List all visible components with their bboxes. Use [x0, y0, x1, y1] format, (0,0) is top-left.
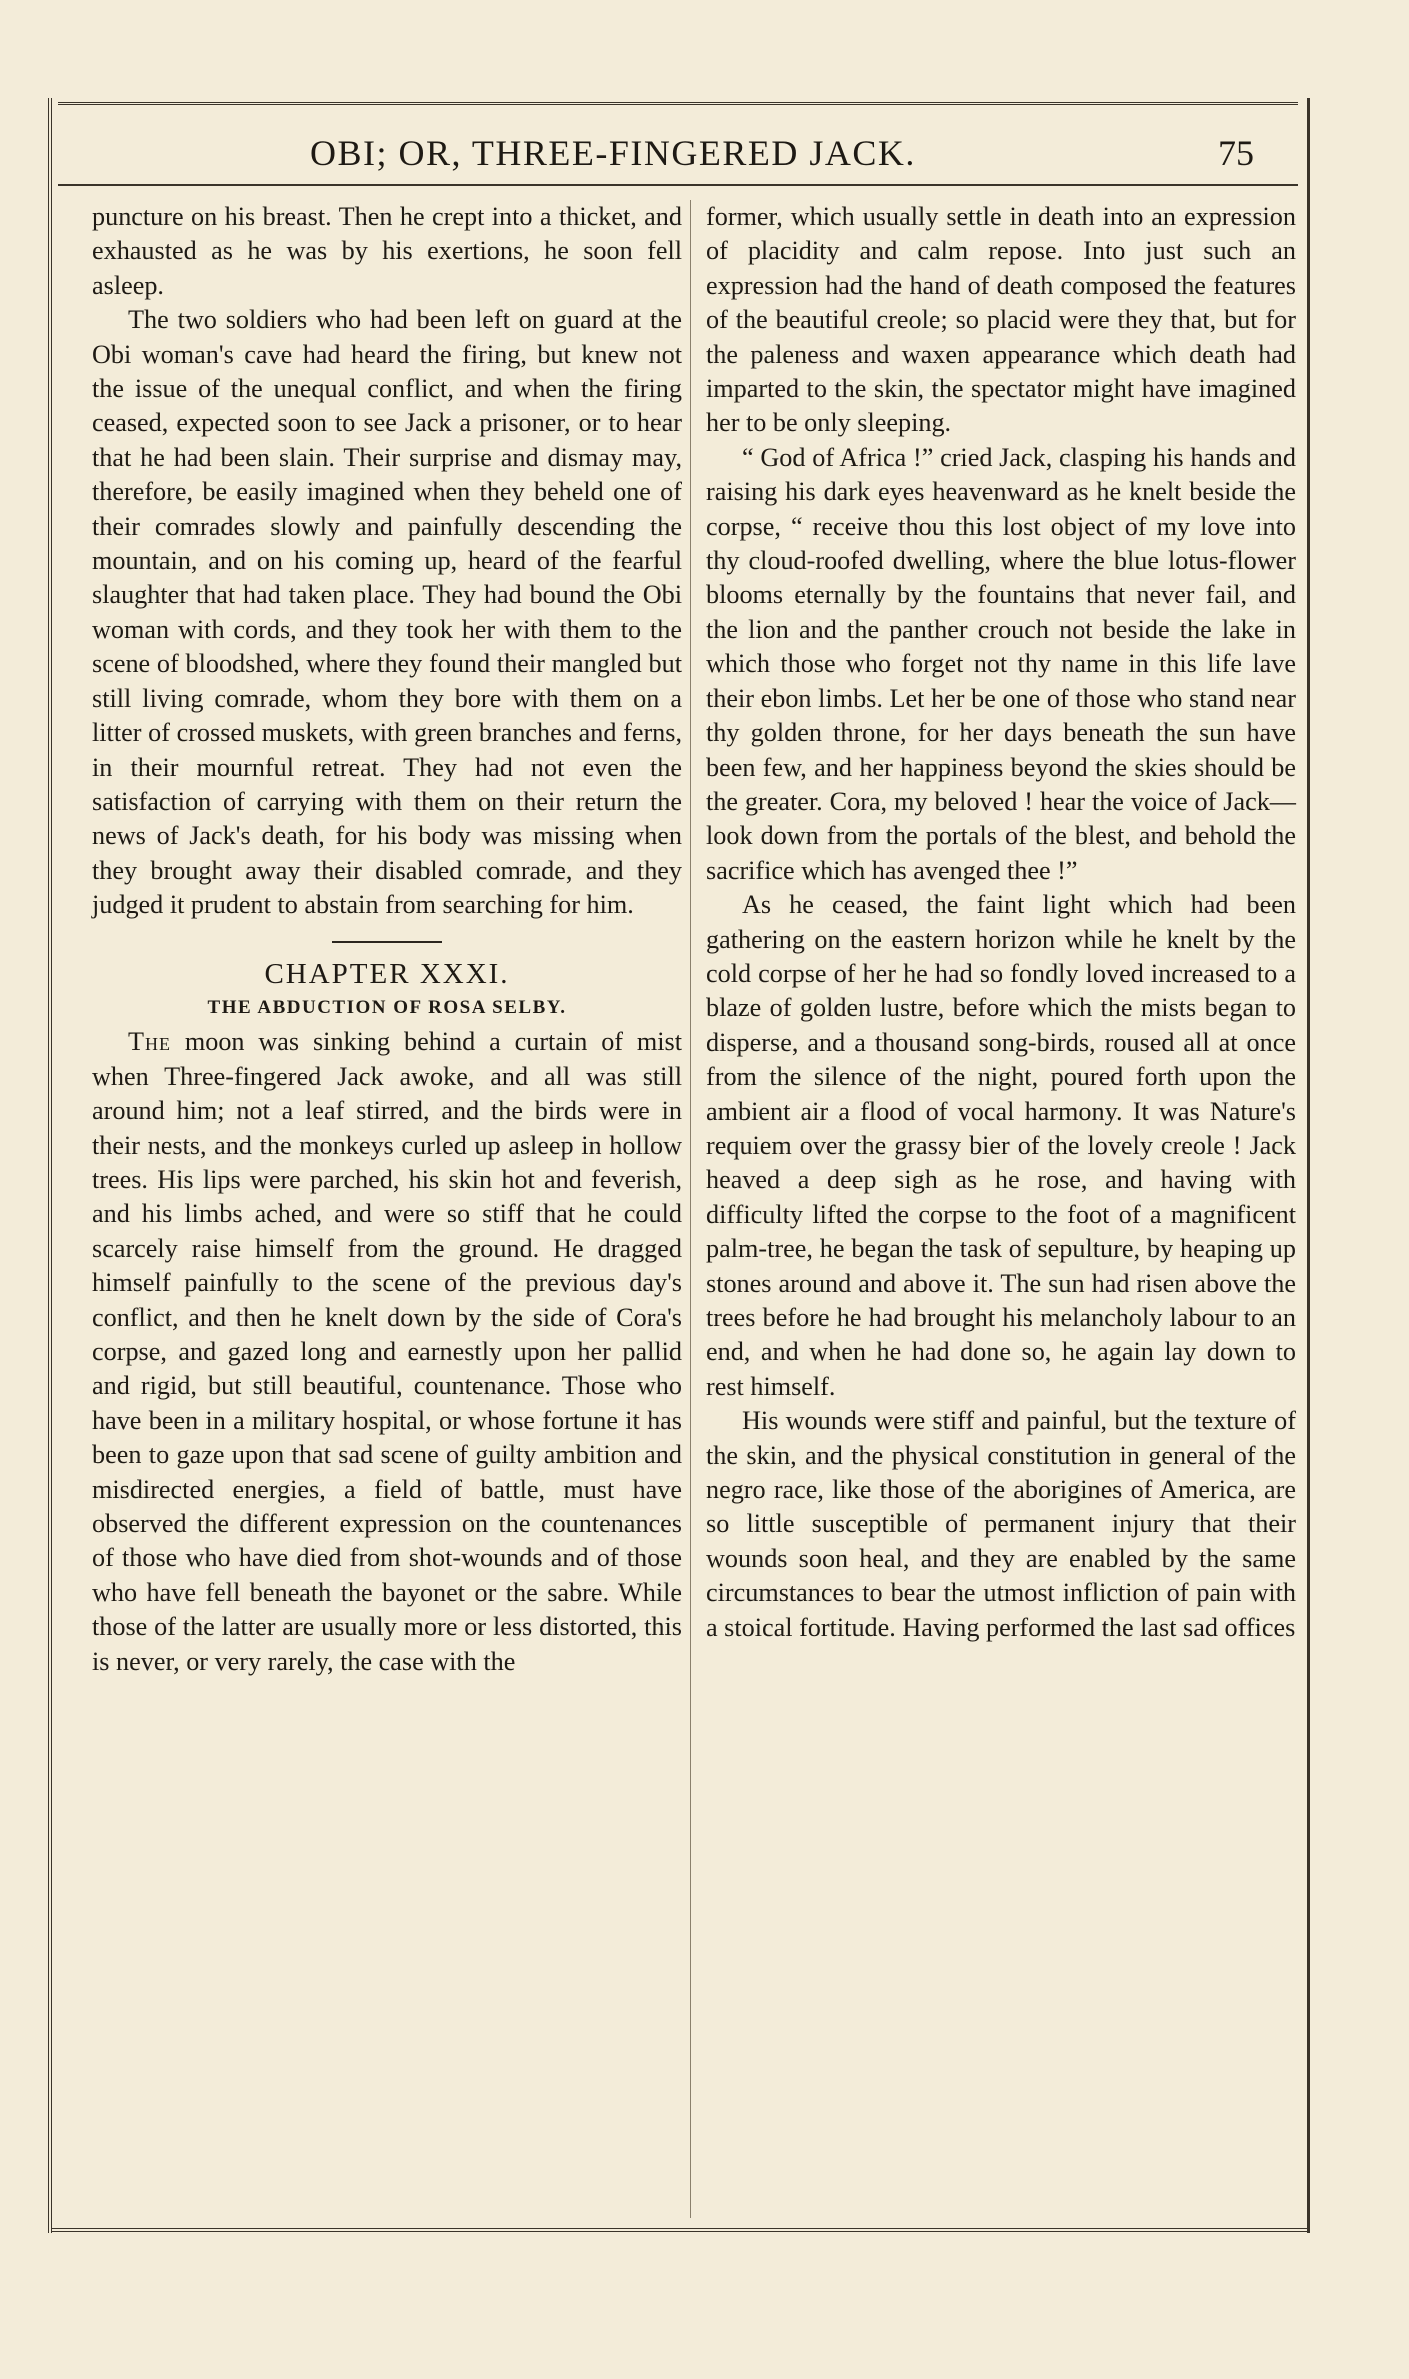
chapter-heading: CHAPTER XXXI. [264, 957, 510, 990]
header-rule [58, 184, 1298, 186]
running-title: OBI; OR, THREE-FINGERED JACK. [310, 133, 916, 173]
paragraph [92, 1025, 682, 1679]
page-number: 75 [1218, 133, 1254, 173]
page-header [58, 132, 1298, 182]
bottom-rule [52, 2228, 1310, 2232]
paragraph: puncture on his breast. Then he crept into a thicket, and exhausted as he was by his exertions, he soon fell asleep. [92, 202, 682, 300]
column-divider [690, 200, 691, 2218]
right-column [706, 200, 1296, 1645]
paragraph-lead-word: The [128, 1027, 171, 1057]
section-divider [332, 941, 442, 943]
paragraph: The two soldiers who had been left on guard at the Obi woman's cave had heard the firing, but knew not the issue of the unequal conflict, and when the firing ceased, expected soon to see Jack a prisoner, or to hear that he had been slain. Their surprise and dismay may, therefore, be easily imagined when they beheld one of their comrades slowly and painfully descending the mountain, and on his coming up, heard of the fearful slaughter that had taken place. They had bound the Obi woman with cords, and they took her with them to the scene of bloodshed, where they found their mangled but still living comrade, whom they bore with them on a litter of crossed muskets, with green branches and ferns, in their mournful retreat. They had not even the satisfaction of carrying with them on their return the news of Jack's death, for his body was missing when they brought away their disabled comrade, and they judged it prudent to abstain from searching for him. [92, 305, 682, 920]
paragraph-text: moon was sinking behind a curtain of mist when Three-fingered Jack awoke, and all was still around him; not a leaf stirred, and the birds were in their nests, and the monkeys curled up asleep in hollow trees. His lips were parched, his skin hot and feverish, and his limbs ached, and were so stiff that he could scarcely raise himself from the ground. He dragged himself painfully to the scene of the previous day's conflict, and then he knelt down by the side of Cora's corpse, and gazed long and earnestly upon her pallid and rigid, but still beautiful, countenance. Those who have been in a military hospital, or whose fortune it has been to gaze upon that sad scene of guilty ambition and misdirected energies, a field of battle, must have observed the different expression on the countenances of those who have died from shot-wounds and of those who have fell beneath the bayonet or the sabre. While those of the latter are usually more or less distorted, this is never, or very rarely, the case with the [92, 1027, 682, 1676]
paragraph: As he ceased, the faint light which had been gathering on the eastern horizon while he knelt by the cold corpse of her he had so fondly loved increased to a blaze of golden lustre, before which the mists began to disperse, and a thousand song-birds, roused all at once from the silence of the night, poured forth upon the ambient air a flood of vocal harmony. It was Nature's requiem over the grassy bier of the lovely creole ! Jack heaved a deep sigh as he rose, and having with difficulty lifted the corpse to the foot of a magnificent palm-tree, he began the task of sepulture, by heaping up stones around and above it. The sun had risen above the trees before he had brought his melancholy labour to an end, and when he had done so, he again lay down to rest himself. [706, 890, 1296, 1401]
chapter-subtitle: THE ABDUCTION OF ROSA SELBY. [207, 996, 567, 1018]
paragraph: former, which usually settle in death into an expression of placidity and calm repose. Into just such an expression had the hand of death composed the features of the beautiful creole; so placid were they that, but for the paleness and waxen appearance which death had imparted to the skin, the spectator might have imagined her to be only sleeping. [706, 202, 1296, 438]
paragraph: His wounds were stiff and painful, but the texture of the skin, and the physical constitution in general of the negro race, like those of the aborigines of America, are so little susceptible of permanent injury that their wounds soon heal, and they are enabled by the same circumstances to bear the utmost infliction of pain with a stoical fortitude. Having performed the last sad offices [706, 1406, 1296, 1642]
top-rule [58, 102, 1298, 105]
paragraph: “ God of Africa !” cried Jack, clasping his hands and raising his dark eyes heavenward as he knelt beside the corpse, “ receive thou this lost object of my love into thy cloud-roofed dwelling, where the blue lotus-flower blooms eternally by the fountains that never fail, and the lion and the panther crouch not beside the lake in which those who forget not thy name in this life lave their ebon limbs. Let her be one of those who stand near thy golden throne, for her days beneath the sun have been few, and her happiness beyond the skies should be the greater. Cora, my beloved ! hear the voice of Jack—look down from the portals of the blest, and behold the sacrifice which has avenged thee !” [706, 442, 1296, 885]
left-column [92, 200, 682, 1679]
